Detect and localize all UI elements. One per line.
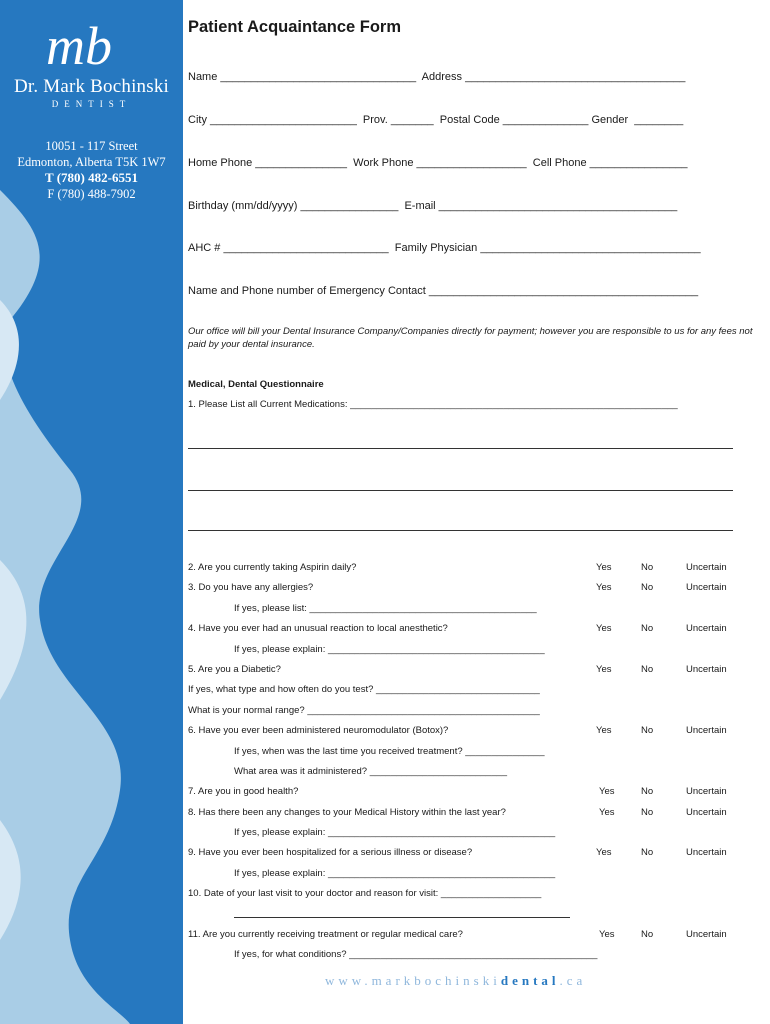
ahc-physician-row[interactable]: AHC # ___________________________ Family Physician ____________________________________ [188,242,701,254]
option-uncertain[interactable]: Uncertain [686,786,727,797]
street-address: 10051 - 117 Street [45,139,138,153]
doctor-name: Dr. Mark Bochinski [13,76,170,97]
name-address-row[interactable]: Name ________________________________ Address ____________________________________ [188,71,686,83]
doctor-title: DENTIST [51,99,132,109]
option-no[interactable]: No [641,623,654,634]
question-botox: 6. Have you ever been administered neuromodulator (Botox)? [188,725,449,736]
option-uncertain[interactable]: Uncertain [686,664,727,675]
city-address: Edmonton, Alberta T5K 1W7 [17,155,166,169]
answer-line[interactable] [188,490,733,491]
normal-range-field[interactable]: What is your normal range? ____________________________________________ [188,705,540,716]
option-yes[interactable]: Yes [599,929,615,940]
diabetic-type-field[interactable]: If yes, what type and how often do you test? _______________________________ [188,684,540,695]
answer-line[interactable] [234,917,570,918]
conditions-field[interactable]: If yes, for what conditions? _______________________________________________ [234,949,598,960]
sidebar [0,0,183,1024]
anesthetic-explain-field[interactable]: If yes, please explain: _________________________________________ [234,644,545,655]
option-no[interactable]: No [641,664,654,675]
hospitalized-explain-field[interactable]: If yes, please explain: ___________________________________________ [234,868,556,879]
option-yes[interactable]: Yes [596,623,612,634]
question-allergies: 3. Do you have any allergies? [188,582,314,593]
option-uncertain[interactable]: Uncertain [686,562,727,573]
option-no[interactable]: No [641,847,654,858]
question-last-visit[interactable]: 10. Date of your last visit to your doctor and reason for visit: ___________________ [188,888,542,899]
page-title: Patient Acquaintance Form [188,18,402,36]
option-uncertain[interactable]: Uncertain [686,623,727,634]
option-no[interactable]: No [641,582,654,593]
birthday-email-row[interactable]: Birthday (mm/dd/yyyy) ________________ E-mail _______________________________________ [188,200,678,212]
option-yes[interactable]: Yes [599,786,615,797]
option-no[interactable]: No [641,725,654,736]
botox-area-field[interactable]: What area was it administered? __________________________ [234,766,508,777]
question-history-changes: 8. Has there been any changes to your Medical History within the last year? [188,807,506,818]
option-uncertain[interactable]: Uncertain [686,929,727,940]
question-diabetic: 5. Are you a Diabetic? [188,664,281,675]
option-no[interactable]: No [641,807,654,818]
question-aspirin: 2. Are you currently taking Aspirin daily? [188,562,357,573]
option-uncertain[interactable]: Uncertain [686,807,727,818]
question-hospitalized: 9. Have you ever been hospitalized for a serious illness or disease? [188,847,473,858]
option-no[interactable]: No [641,929,654,940]
option-yes[interactable]: Yes [596,562,612,573]
question-anesthetic: 4. Have you ever had an unusual reaction to local anesthetic? [188,623,448,634]
answer-line[interactable] [188,530,733,531]
option-uncertain[interactable]: Uncertain [686,582,727,593]
option-no[interactable]: No [641,786,654,797]
option-yes[interactable]: Yes [596,582,612,593]
allergies-list-field[interactable]: If yes, please list: ___________________________________________ [234,603,537,614]
answer-line[interactable] [188,448,733,449]
question-current-treatment: 11. Are you currently receiving treatment or regular medical care? [188,929,463,940]
svg-text:mb: mb [46,16,112,72]
option-no[interactable]: No [641,562,654,573]
option-yes[interactable]: Yes [596,664,612,675]
option-uncertain[interactable]: Uncertain [686,847,727,858]
history-explain-field[interactable]: If yes, please explain: ___________________________________________ [234,827,556,838]
form-area [188,0,758,1024]
phone-row[interactable]: Home Phone _______________ Work Phone __________________ Cell Phone ________________ [188,157,688,169]
option-yes[interactable]: Yes [599,807,615,818]
section-title: Medical, Dental Questionnaire [188,379,324,390]
website-url[interactable]: www.markbochinskidental.ca [325,973,587,988]
city-prov-row[interactable]: City ________________________ Prov. _______ Postal Code ______________ Gender ________ [188,114,684,126]
botox-last-treatment-field[interactable]: If yes, when was the last time you received treatment? _______________ [234,746,545,757]
mb-logo-icon [0,10,183,72]
fax-number: F (780) 488-7902 [47,187,136,201]
option-yes[interactable]: Yes [596,725,612,736]
option-yes[interactable]: Yes [596,847,612,858]
insurance-note: Our office will bill your Dental Insurance Company/Companies directly for payment; however you are responsible to us for any fees not paid by your dental insurance. [188,326,753,350]
option-uncertain[interactable]: Uncertain [686,725,727,736]
medications-field[interactable]: 1. Please List all Current Medications: ______________________________________________________________ [188,399,678,410]
question-good-health: 7. Are you in good health? [188,786,299,797]
phone-number: T (780) 482-6551 [45,170,138,185]
emergency-contact-row[interactable]: Name and Phone number of Emergency Contact ____________________________________________ [188,285,699,297]
